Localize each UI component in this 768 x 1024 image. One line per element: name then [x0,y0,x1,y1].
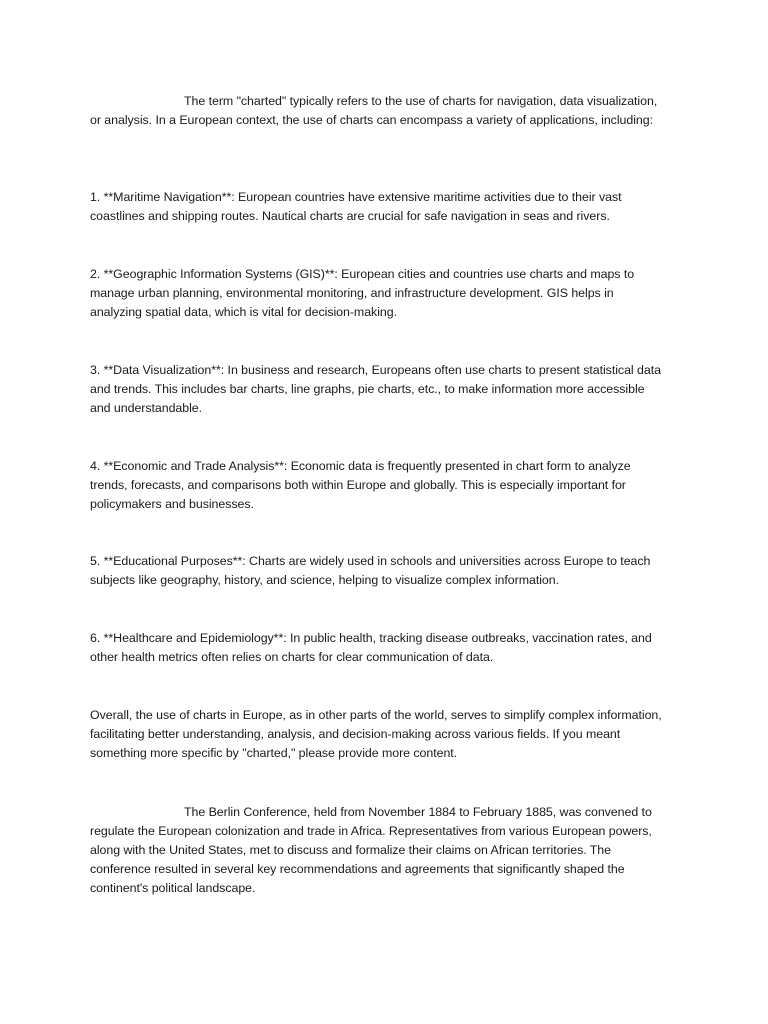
list-item-maritime-navigation: 1. **Maritime Navigation**: European countries have extensive maritime activities due to their vast coastlines and shipping routes. Nautical charts are crucial for safe navigation in seas and rivers. [90,190,622,223]
list-item-gis: 2. **Geographic Information Systems (GIS)**: European cities and countries use charts and maps to manage urban planning, environmental monitoring, and infrastructure development. GIS helps in analyzing spatial data, which is vital for decision-making. [90,267,635,319]
overall-paragraph: Overall, the use of charts in Europe, as in other parts of the world, serves to simplify complex information, facilitating better understanding, analysis, and decision-making across various fields. If you meant something more specific by "charted," please provide more content. [90,708,662,760]
list-item-economic-trade-analysis: 4. **Economic and Trade Analysis**: Economic data is frequently presented in chart form to analyze trends, forecasts, and comparisons both within Europe and globally. This is especially important for policymakers and businesses. [90,459,631,511]
list-item-data-visualization: 3. **Data Visualization**: In business and research, Europeans often use charts to present statistical data and trends. This includes bar charts, line graphs, pie charts, etc., to make information more accessible and understandable. [90,363,661,415]
list-item-educational-purposes: 5. **Educational Purposes**: Charts are widely used in schools and universities across Europe to teach subjects like geography, history, and science, helping to visualize complex information. [90,554,651,587]
intro-paragraph: The term "charted" typically refers to the use of charts for navigation, data visualization, or analysis. In a European context, the use of charts can encompass a variety of applications, including: [90,94,658,127]
list-item-healthcare-epidemiology: 6. **Healthcare and Epidemiology**: In public health, tracking disease outbreaks, vaccination rates, and other health metrics often relies on charts for clear communication of data. [90,631,652,664]
berlin-conference-paragraph: The Berlin Conference, held from November 1884 to February 1885, was convened to regulate the European colonization and trade in Africa. Representatives from various European powers, along with the United States, met to discuss and formalize their claims on African territories. The conference resulted in several key recommendations and agreements that significantly shaped the continent's political landscape. [90,805,652,895]
